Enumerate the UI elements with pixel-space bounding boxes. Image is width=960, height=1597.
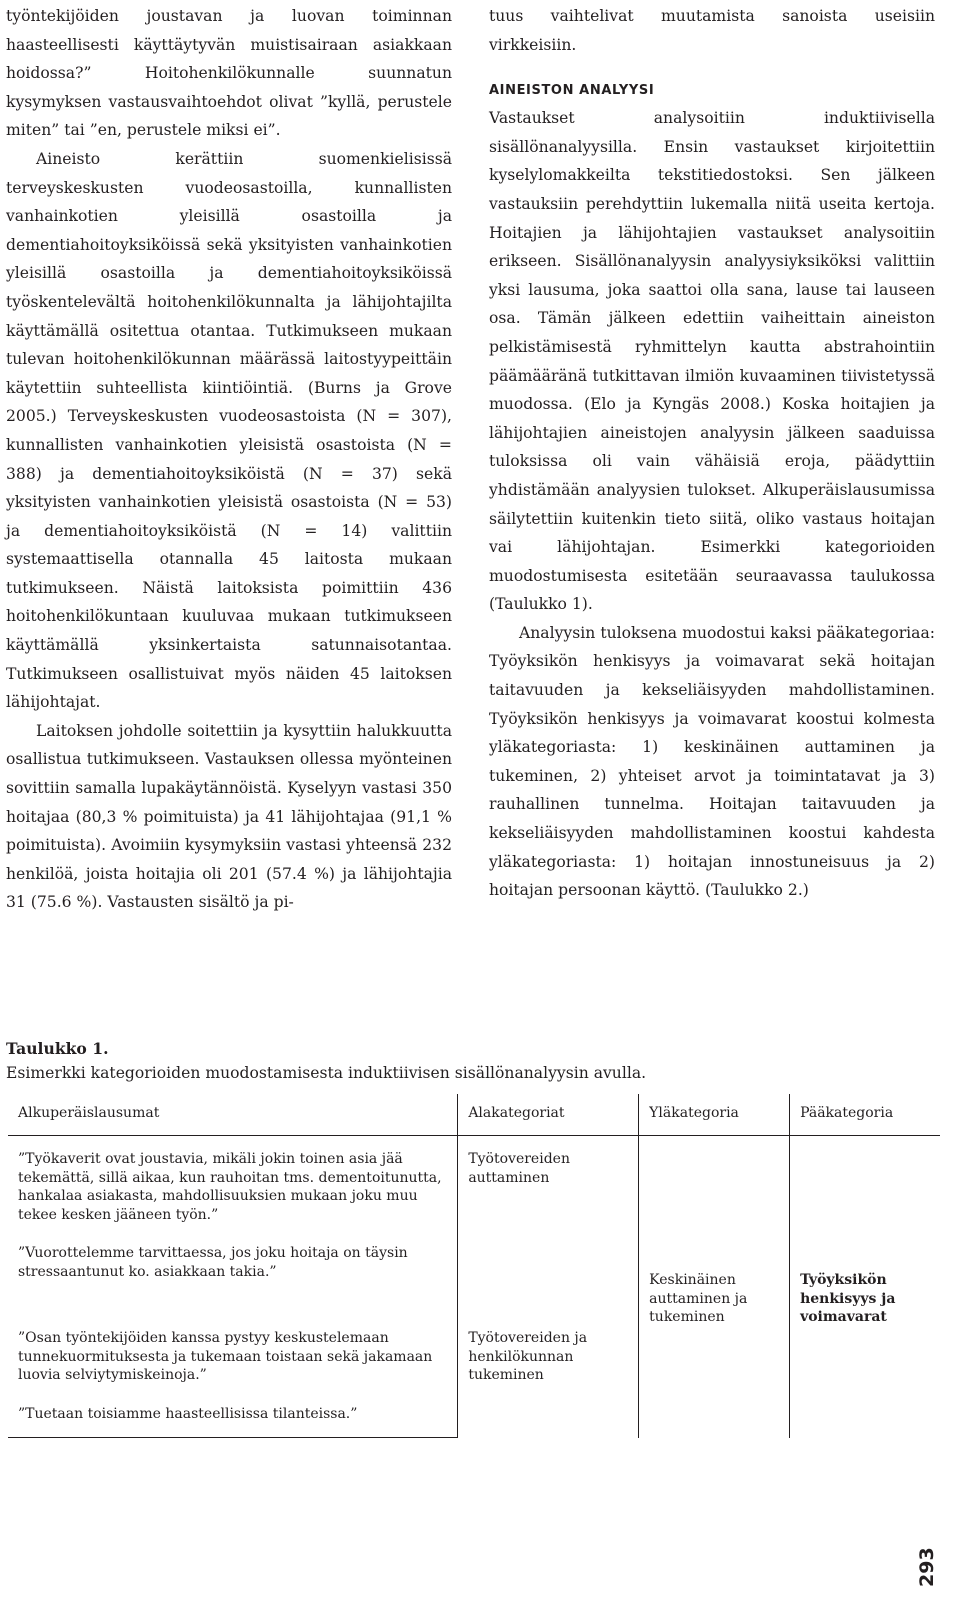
header-ylakategoria: Yläkategoria — [639, 1094, 790, 1136]
header-alkuperaislausumat: Alkuperäislausumat — [8, 1094, 458, 1136]
quote-cell-2: ”Vuorottelemme tarvittaessa, jos joku hoitaja on täysin stressaantunut ko. asiakkaan takia.” — [8, 1230, 458, 1317]
left-paragraph-2: Aineisto kerättiin suomenkielisissä terveyskeskusten vuodeosastoilla, kunnallisten vanhainkotien yleisillä osastoilla ja dementiahoitoyksiköissä sekä yksityisten vanhainkotien yleisillä osastoilla ja dementiahoitoyksiköissä työskentelevältä hoitohenkilökunnalta ja lähijohtajilta käyttämällä ositettua otantaa. Tutkimukseen mukaan tulevan hoitohenkilökunnan määrässä laitostyypeittäin käytettiin suhteellista kiintiöintiä. (Burns ja Grove 2005.) Terveyskeskusten vuodeosastoista (N = 307), kunnallisten vanhainkotien yleisistä osastoista (N = 388) ja dementiahoitoyksiköistä (N = 37) sekä yksityisten vanhainkotien yleisistä osastoista (N = 53) ja dementiahoitoyksiköistä (N = 14) valittiin systemaattisella otannalla 45 laitosta mukaan tutkimukseen. Näistä laitoksista poimittiin 436 hoitohenkilökuntaan kuuluvaa mukaan tutkimukseen käyttämällä yksinkertaista satunnaisotantaa. Tutkimukseen osallistuivat myös näiden 45 laitoksen lähijohtajat. — [6, 149, 452, 712]
section-heading-aineiston-analyysi: AINEISTON ANALYYSI — [489, 83, 655, 99]
page-number-text: 293 — [916, 1547, 938, 1587]
categories-table — [8, 1094, 940, 1438]
page-number — [912, 1547, 942, 1589]
table-header-row — [8, 1094, 940, 1136]
header-paakategoria: Pääkategoria — [790, 1094, 940, 1136]
table-caption — [6, 1037, 926, 1085]
upper-category-cell: Keskinäinen auttaminen ja tukeminen — [639, 1136, 790, 1438]
quote-cell-4: ”Tuetaan toisiamme haasteellisissa tilanteissa.” — [8, 1391, 458, 1438]
quote-cell-1: ”Työkaverit ovat joustavia, mikäli jokin toinen asia jää tekemättä, sillä aikaa, kun rauhoitan tms. dementoitunutta, hankalaa asiakasta, mahdollisuuksien mukaan joku muu tekee kesken jääneen työn.” — [8, 1136, 458, 1231]
left-column — [6, 2, 452, 917]
header-alakategoriat: Alakategoriat — [458, 1094, 639, 1136]
table-caption-subtitle: Esimerkki kategorioiden muodostamisesta induktiivisen sisällönanalyysin avulla. — [6, 1064, 647, 1082]
quote-cell-3: ”Osan työntekijöiden kanssa pystyy keskustelemaan tunnekuormituksesta ja tukemaan toistaan sekä jakamaan luovia selviytymiskeinoja.” — [8, 1317, 458, 1391]
right-paragraph-1: tuus vaihtelivat muutamista sanoista useisiin virkkeisiin. — [489, 7, 935, 54]
table-row — [8, 1136, 940, 1231]
main-category-cell: Työyksikön henkisyys ja voimavarat — [800, 1272, 896, 1325]
table-caption-title: Taulukko 1. — [6, 1039, 109, 1058]
right-column — [489, 2, 935, 905]
right-paragraph-2: Vastaukset analysoitiin induktiivisella sisällönanalyysilla. Ensin vastaukset kirjoitettiin kyselylomakkeilta tekstitiedostoksi. Sen jälkeen vastauksiin perehdyttiin lukemalla niitä useita kertoja. Hoitajien ja lähijohtajien vastaukset analysoitiin erikseen. Sisällönanalyysin analyysiyksiköksi valittiin yksi lausuma, joka saattoi olla sana, lause tai lauseen osa. Tämän jälkeen edettiin vaiheittain aineiston pelkistämisestä ryhmittelyn kautta abstrahointiin päämääränä tutkittavan ilmiön kuvaaminen tiivistetyssä muodossa. (Elo ja Kyngäs 2008.) Koska hoitajien ja lähijohtajien aineistojen analyysin jälkeen saaduissa tuloksissa oli vain vähäisiä eroja, päädyttiin yhdistämään analyysien tulokset. Alkuperäislausumissa säilytettiin kuitenkin tieto siitä, oliko vastaus hoitajan vai lähijohtajan. Esimerkki kategorioiden muodostumisesta esitetään seuraavassa taulukossa (Taulukko 1). — [489, 109, 935, 614]
left-paragraph-1: työntekijöiden joustavan ja luovan toiminnan haasteellisesti käyttäytyvän muistisairaan asiakkaan hoidossa?” Hoitohenkilökunnalle suunnatun kysymyksen vastausvaihtoehdot olivat ”kyllä, perustele miten” tai ”en, perustele miksi ei”. — [6, 7, 452, 140]
right-paragraph-3: Analyysin tuloksena muodostui kaksi pääkategoriaa: Työyksikön henkisyys ja voimavarat sekä hoitajan taitavuuden ja kekseliäisyyden mahdollistaminen. Työyksikön henkisyys ja voimavarat koostui kolmesta yläkategoriasta: 1) keskinäinen auttaminen ja tukeminen, 2) yhteiset arvot ja toimintatavat ja 3) rauhallinen tunnelma. Hoitajan taitavuuden ja kekseliäisyyden mahdollistaminen koostui kahdesta yläkategoriasta: 1) hoitajan innostuneisuus ja 2) hoitajan persoonan käyttö. (Taulukko 2.) — [489, 623, 935, 900]
subcategory-cell-1: Työtovereiden auttaminen — [458, 1136, 639, 1318]
left-paragraph-3: Laitoksen johdolle soitettiin ja kysyttiin halukkuutta osallistua tutkimukseen. Vastauksen ollessa myönteinen sovittiin samalla lupakäytännöistä. Kyselyyn vastasi 350 hoitajaa (80,3 % poimituista) ja 41 lähijohtajaa (91,1 % poimituista). Avoimiin kysymyksiin vastasi yhteensä 232 henkilöä, joista hoitajia oli 201 (57.4 %) ja lähijohtajia 31 (75.6 %). Vastausten sisältö ja pi- — [6, 721, 452, 912]
subcategory-cell-2: Työtovereiden ja henkilökunnan tukeminen — [458, 1317, 639, 1438]
